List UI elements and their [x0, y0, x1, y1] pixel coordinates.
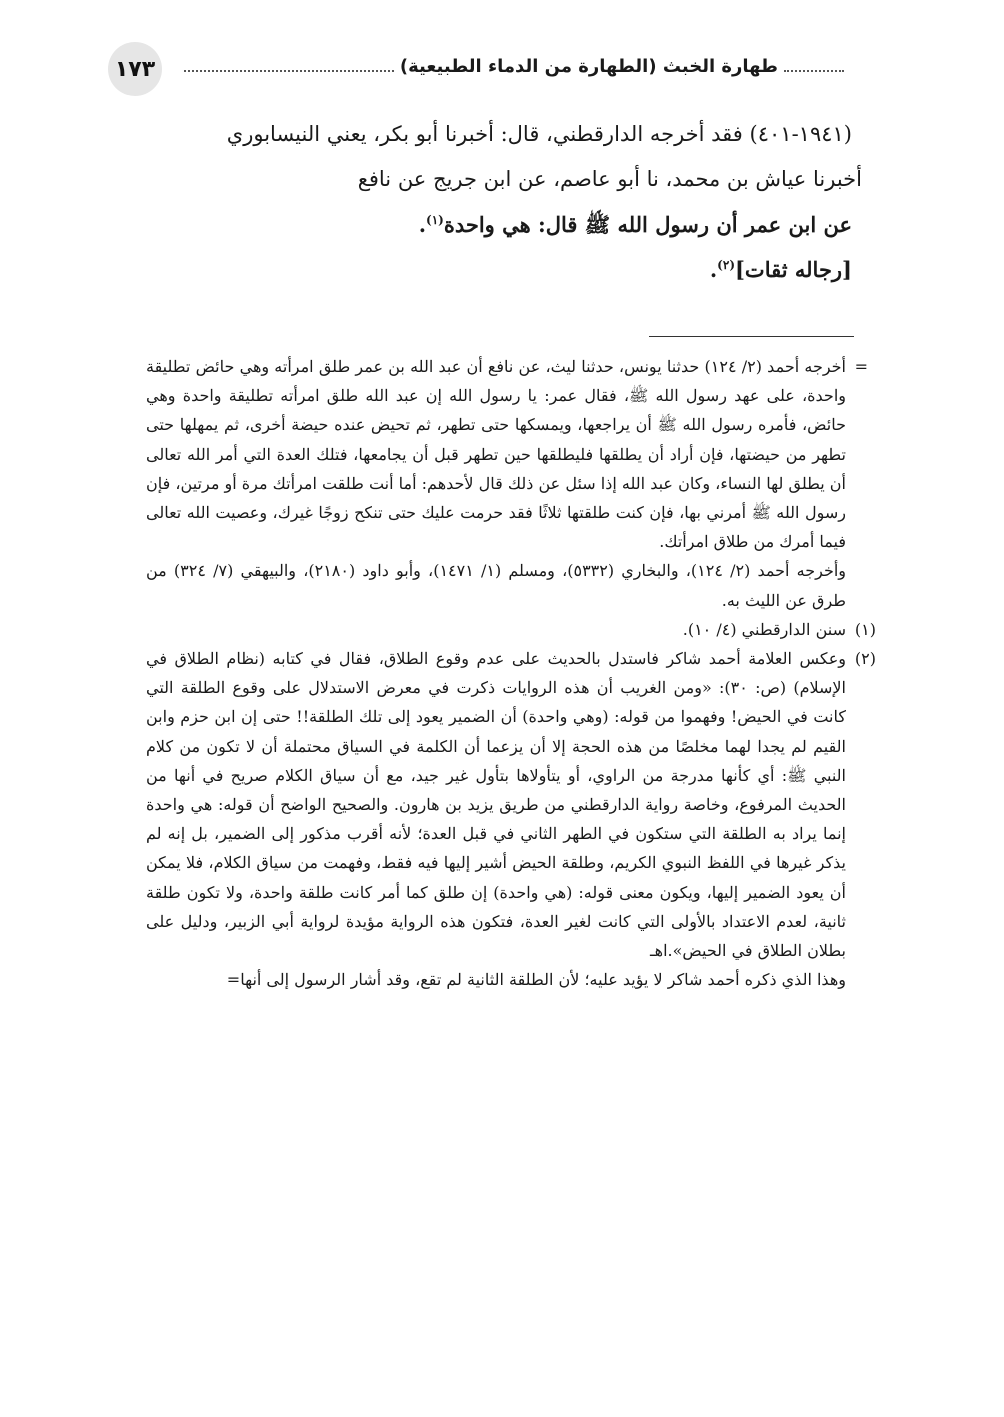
- leader-dots-right: [784, 58, 844, 72]
- matn-end: .: [418, 212, 426, 237]
- footnote-2-continued: [146, 965, 846, 994]
- grading-text: [رجاله ثقات]: [735, 257, 852, 282]
- running-title-text: طهارة الخبث (الطهارة من الدماء الطبيعية): [399, 56, 778, 77]
- main-text: [108, 112, 862, 292]
- footnote-1-marker: (١): [854, 619, 876, 639]
- continuation-paragraph-2: وأخرجه أحمد (٢/ ١٢٤)، والبخاري (٥٣٣٢)، ومسلم (١/ ١٤٧١)، وأبو داود (٢١٨٠)، والبيهقي (٧/ ٣٢٤) من طرق عن الليث به.: [146, 561, 847, 610]
- footnote-continuation: [146, 352, 868, 615]
- matn-line: [108, 202, 852, 247]
- leader-dots-left: [184, 58, 394, 72]
- isnad-line: أخبرنا عياش بن محمد، نا أبو عاصم، عن ابن جريج عن نافع: [357, 167, 862, 191]
- grading-end: .: [709, 257, 718, 282]
- continuation-paragraph-1: أخرجه أحمد (٢/ ١٢٤) حدثنا يونس، حدثنا ليث، عن نافع أن عبد الله بن عمر طلق امرأته وهي حائض تطليقة واحدة، على عهد رسول الله ﷺ، فقال عمر: يا رسول الله إن عبد الله طلق امرأته تطليقة واحدة وهي حائض، فأمره رسول الله ﷺ أن يراجعها، ويمسكها حتى تطهر، ثم تحيض عنده حيضة أخرى، ثم يمهلها حتى تطهر من حيضتها، فإن أراد أن يطلقها فليطلقها حين تطهر قبل أن يجامعها، فتلك العدة التي أمر الله تعالى أن يطلق لها النساء، وكان عبد الله إذا سئل عن ذلك قال لأحدهم: أما أنت طلقت امرأتك مرة أو مرتين، فإن رسول الله ﷺ أمرني بها، فإن كنت طلقتها ثلاثًا فقد حرمت عليك حتى تنكح زوجًا غيرك، وعصيت الله تعالى فيما أمرك من طلاق امرأتك.: [146, 357, 847, 552]
- page-number: ١٧٣: [108, 42, 162, 96]
- continuation-marker: =: [854, 357, 868, 376]
- running-title: [178, 56, 848, 77]
- footnote-1-text: سنن الدارقطني (٤/ ١٠).: [682, 619, 846, 639]
- footnote-separator: [649, 336, 854, 337]
- footnotes: [146, 352, 876, 994]
- hadith-number-line: (١٩٤١-٤٠١) فقد أخرجه الدارقطني، قال: أخبرنا أبو بكر، يعني النيسابوري: [226, 122, 852, 146]
- footnote-ref-1[interactable]: (١): [426, 213, 444, 227]
- footnote-2-marker: (٢): [854, 649, 876, 669]
- footnote-2: [146, 644, 876, 965]
- footnote-2-paragraph-1: وعكس العلامة أحمد شاكر فاستدل بالحديث على عدم وقوع الطلاق، فقال في كتابه (نظام الطلاق في الإسلام) (ص: ٣٠): «ومن الغريب أن هذه الروايات ذكرت في معرض الاستدلال على وقوع الطلقة التي كانت في الحيض! وفهموا من قوله: (وهي واحدة) أن الضمير يعود إلى تلك الطلقة!! حتى إن ابن حزم وابن القيم لم يجدا لهما مخلصًا من هذه الحجة إلا أن يزعما أن الكلمة في السياق محتملة أن لا تكون من كلام النبي ﷺ: أي كأنها مدرجة من الراوي، أو يتأولاها بتأول غير جيد، مع أن سياق الكلام صريح في أنها من الحديث المرفوع، وخاصة رواية الدارقطني من طريق يزيد بن هارون. والصحيح الواضح أن قوله: هي واحدة إنما يراد به الطلقة التي ستكون في الطهر الثاني في قبل العدة؛ لأنه أقرب مذكور إلى الضمير، بل إنه لم يذكر غيرها في اللفظ النبوي الكريم، وطلقة الحيض أشير إليها فيه فقط، وفهمت من سياق الكلام، فلا يمكن أن يعود الضمير إليها، ويكون معنى قوله: (هي واحدة) إن طلق كما أمر كانت طلقة واحدة، ولا تكون طلقة ثانية، لعدم الاعتداد بالأولى التي كانت لغير العدة، فتكون هذه الرواية مؤيدة لرواية أبي الزبير، ودليل على بطلان الطلاق في الحيض».اهـ: [146, 649, 847, 961]
- grading-line: [108, 247, 852, 292]
- page-header: [108, 42, 848, 98]
- footnote-2-paragraph-2: وهذا الذي ذكره أحمد شاكر لا يؤيد عليه؛ لأن الطلقة الثانية لم تقع، وقد أشار الرسول إلى أنها=: [226, 970, 846, 990]
- footnote-1: [146, 615, 876, 644]
- footnote-ref-2[interactable]: (٢): [717, 258, 735, 272]
- matn-text: عن ابن عمر أن رسول الله ﷺ قال: هي واحدة: [443, 212, 852, 237]
